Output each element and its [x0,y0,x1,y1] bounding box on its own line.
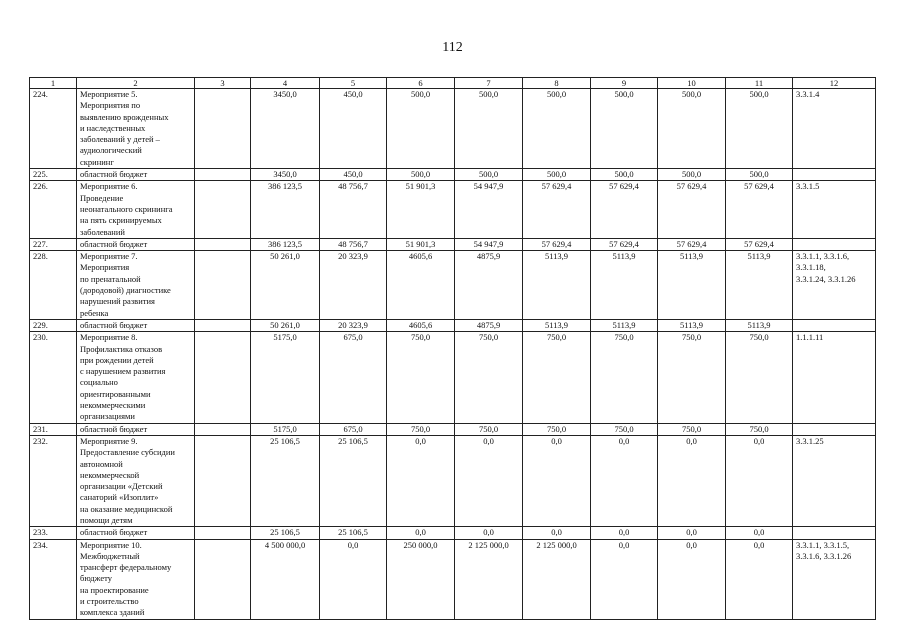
value-cell: 250 000,0 [387,539,455,619]
value-cell: 5113,9 [726,251,793,320]
budget-table [29,77,876,620]
value-cell: 675,0 [320,423,387,435]
table-row [30,251,876,320]
value-cell: 5175,0 [251,332,320,423]
value-cell: 0,0 [523,527,591,539]
value-cell: 5113,9 [523,319,591,331]
reference-cell: 3.3.1.1, 3.3.1.6, 3.3.1.18, 3.3.1.24, 3.3.1.26 [793,251,876,320]
item-name-cell: областной бюджет [77,423,195,435]
value-cell: 51 901,3 [387,181,455,238]
item-name-cell: Мероприятие 9. Предоставление субсидии автономной некоммерческой организации «Детский санаторий «Изоплит» на оказание медицинской помощи детям [77,435,195,526]
item-name-cell: областной бюджет [77,169,195,181]
reference-cell: 3.3.1.25 [793,435,876,526]
value-cell: 500,0 [726,169,793,181]
value-cell: 57 629,4 [523,238,591,250]
value-cell: 57 629,4 [591,238,658,250]
table-row [30,181,876,238]
value-cell: 0,0 [591,539,658,619]
table-row [30,319,876,331]
row-number-cell: 230. [30,332,77,423]
value-cell: 5113,9 [726,319,793,331]
value-cell: 48 756,7 [320,181,387,238]
value-cell: 57 629,4 [726,181,793,238]
value-cell: 500,0 [523,89,591,169]
value-cell: 57 629,4 [591,181,658,238]
row-number-cell: 234. [30,539,77,619]
value-cell: 57 629,4 [523,181,591,238]
value-cell: 750,0 [523,332,591,423]
column-header: 2 [77,78,195,89]
row-number-cell: 229. [30,319,77,331]
value-cell: 4875,9 [455,251,523,320]
column-header: 12 [793,78,876,89]
value-cell: 450,0 [320,89,387,169]
table-row [30,539,876,619]
column-header: 9 [591,78,658,89]
value-cell [195,238,251,250]
row-number-cell: 226. [30,181,77,238]
value-cell: 4875,9 [455,319,523,331]
column-header: 8 [523,78,591,89]
value-cell: 0,0 [387,527,455,539]
column-header: 1 [30,78,77,89]
value-cell: 500,0 [455,169,523,181]
item-name-cell: Мероприятие 10. Межбюджетный трансферт федеральному бюджету на проектирование и строительство комплекса зданий [77,539,195,619]
value-cell: 2 125 000,0 [455,539,523,619]
value-cell: 54 947,9 [455,238,523,250]
item-name-cell: Мероприятие 5. Мероприятия по выявлению врожденных и наследственных заболеваний у детей – аудиологический скрининг [77,89,195,169]
value-cell: 5113,9 [523,251,591,320]
reference-cell: 3.3.1.4 [793,89,876,169]
value-cell: 0,0 [320,539,387,619]
value-cell: 5175,0 [251,423,320,435]
value-cell: 3450,0 [251,169,320,181]
reference-cell [793,527,876,539]
value-cell: 750,0 [455,332,523,423]
value-cell: 0,0 [455,435,523,526]
row-number-cell: 231. [30,423,77,435]
value-cell: 3450,0 [251,89,320,169]
value-cell: 51 901,3 [387,238,455,250]
item-name-cell: Мероприятие 7. Мероприятия по пренатальной (дородовой) диагностике нарушений развития ребенка [77,251,195,320]
value-cell [195,332,251,423]
value-cell: 675,0 [320,332,387,423]
value-cell: 750,0 [387,423,455,435]
value-cell: 500,0 [726,89,793,169]
value-cell: 0,0 [726,435,793,526]
value-cell: 54 947,9 [455,181,523,238]
value-cell: 750,0 [658,423,726,435]
value-cell: 0,0 [455,527,523,539]
table-row [30,169,876,181]
value-cell: 500,0 [658,89,726,169]
item-name-cell: областной бюджет [77,238,195,250]
column-number-row [30,78,876,89]
value-cell: 386 123,5 [251,238,320,250]
value-cell: 0,0 [658,435,726,526]
value-cell: 750,0 [591,332,658,423]
table-row [30,332,876,423]
value-cell: 500,0 [387,89,455,169]
value-cell: 57 629,4 [658,238,726,250]
value-cell: 50 261,0 [251,319,320,331]
value-cell: 0,0 [591,435,658,526]
value-cell: 4605,6 [387,319,455,331]
value-cell: 750,0 [591,423,658,435]
value-cell: 750,0 [658,332,726,423]
item-name-cell: Мероприятие 6. Проведение неонатального скрининга на пять скринируемых заболеваний [77,181,195,238]
value-cell: 25 106,5 [320,435,387,526]
page-number: 112 [442,40,463,55]
table-row [30,423,876,435]
row-number-cell: 228. [30,251,77,320]
value-cell: 0,0 [658,539,726,619]
value-cell [195,423,251,435]
value-cell [195,89,251,169]
value-cell: 2 125 000,0 [523,539,591,619]
value-cell: 25 106,5 [251,527,320,539]
item-name-cell: Мероприятие 8. Профилактика отказов при рождении детей с нарушением развития социально ориентированными некоммерческими организациями [77,332,195,423]
column-header: 6 [387,78,455,89]
reference-cell [793,319,876,331]
value-cell [195,251,251,320]
reference-cell: 3.3.1.5 [793,181,876,238]
column-header: 4 [251,78,320,89]
value-cell: 500,0 [591,89,658,169]
value-cell: 20 323,9 [320,251,387,320]
value-cell: 20 323,9 [320,319,387,331]
value-cell: 48 756,7 [320,238,387,250]
value-cell [195,181,251,238]
value-cell: 386 123,5 [251,181,320,238]
value-cell: 750,0 [726,332,793,423]
value-cell: 50 261,0 [251,251,320,320]
value-cell: 500,0 [387,169,455,181]
value-cell: 25 106,5 [320,527,387,539]
value-cell: 4605,6 [387,251,455,320]
item-name-cell: областной бюджет [77,319,195,331]
row-number-cell: 227. [30,238,77,250]
value-cell: 0,0 [726,527,793,539]
value-cell [195,169,251,181]
table-row [30,238,876,250]
value-cell: 0,0 [658,527,726,539]
table-row [30,435,876,526]
reference-cell [793,169,876,181]
value-cell: 450,0 [320,169,387,181]
row-number-cell: 225. [30,169,77,181]
value-cell: 750,0 [523,423,591,435]
column-header: 11 [726,78,793,89]
reference-cell: 3.3.1.1, 3.3.1.5, 3.3.1.6, 3.3.1.26 [793,539,876,619]
value-cell: 57 629,4 [658,181,726,238]
value-cell [195,435,251,526]
row-number-cell: 224. [30,89,77,169]
reference-cell: 1.1.1.11 [793,332,876,423]
reference-cell [793,423,876,435]
value-cell [195,539,251,619]
value-cell: 0,0 [591,527,658,539]
value-cell [195,319,251,331]
value-cell: 4 500 000,0 [251,539,320,619]
value-cell: 0,0 [523,435,591,526]
value-cell: 0,0 [387,435,455,526]
value-cell: 500,0 [455,89,523,169]
value-cell: 500,0 [591,169,658,181]
column-header: 10 [658,78,726,89]
value-cell: 5113,9 [658,319,726,331]
column-header: 5 [320,78,387,89]
value-cell: 750,0 [726,423,793,435]
value-cell: 500,0 [523,169,591,181]
value-cell: 750,0 [387,332,455,423]
row-number-cell: 232. [30,435,77,526]
value-cell: 0,0 [726,539,793,619]
value-cell: 5113,9 [591,319,658,331]
reference-cell [793,238,876,250]
item-name-cell: областной бюджет [77,527,195,539]
value-cell: 500,0 [658,169,726,181]
row-number-cell: 233. [30,527,77,539]
value-cell: 57 629,4 [726,238,793,250]
value-cell: 5113,9 [658,251,726,320]
table-row [30,89,876,169]
column-header: 3 [195,78,251,89]
value-cell [195,527,251,539]
value-cell: 750,0 [455,423,523,435]
value-cell: 25 106,5 [251,435,320,526]
column-header: 7 [455,78,523,89]
value-cell: 5113,9 [591,251,658,320]
table-row [30,527,876,539]
